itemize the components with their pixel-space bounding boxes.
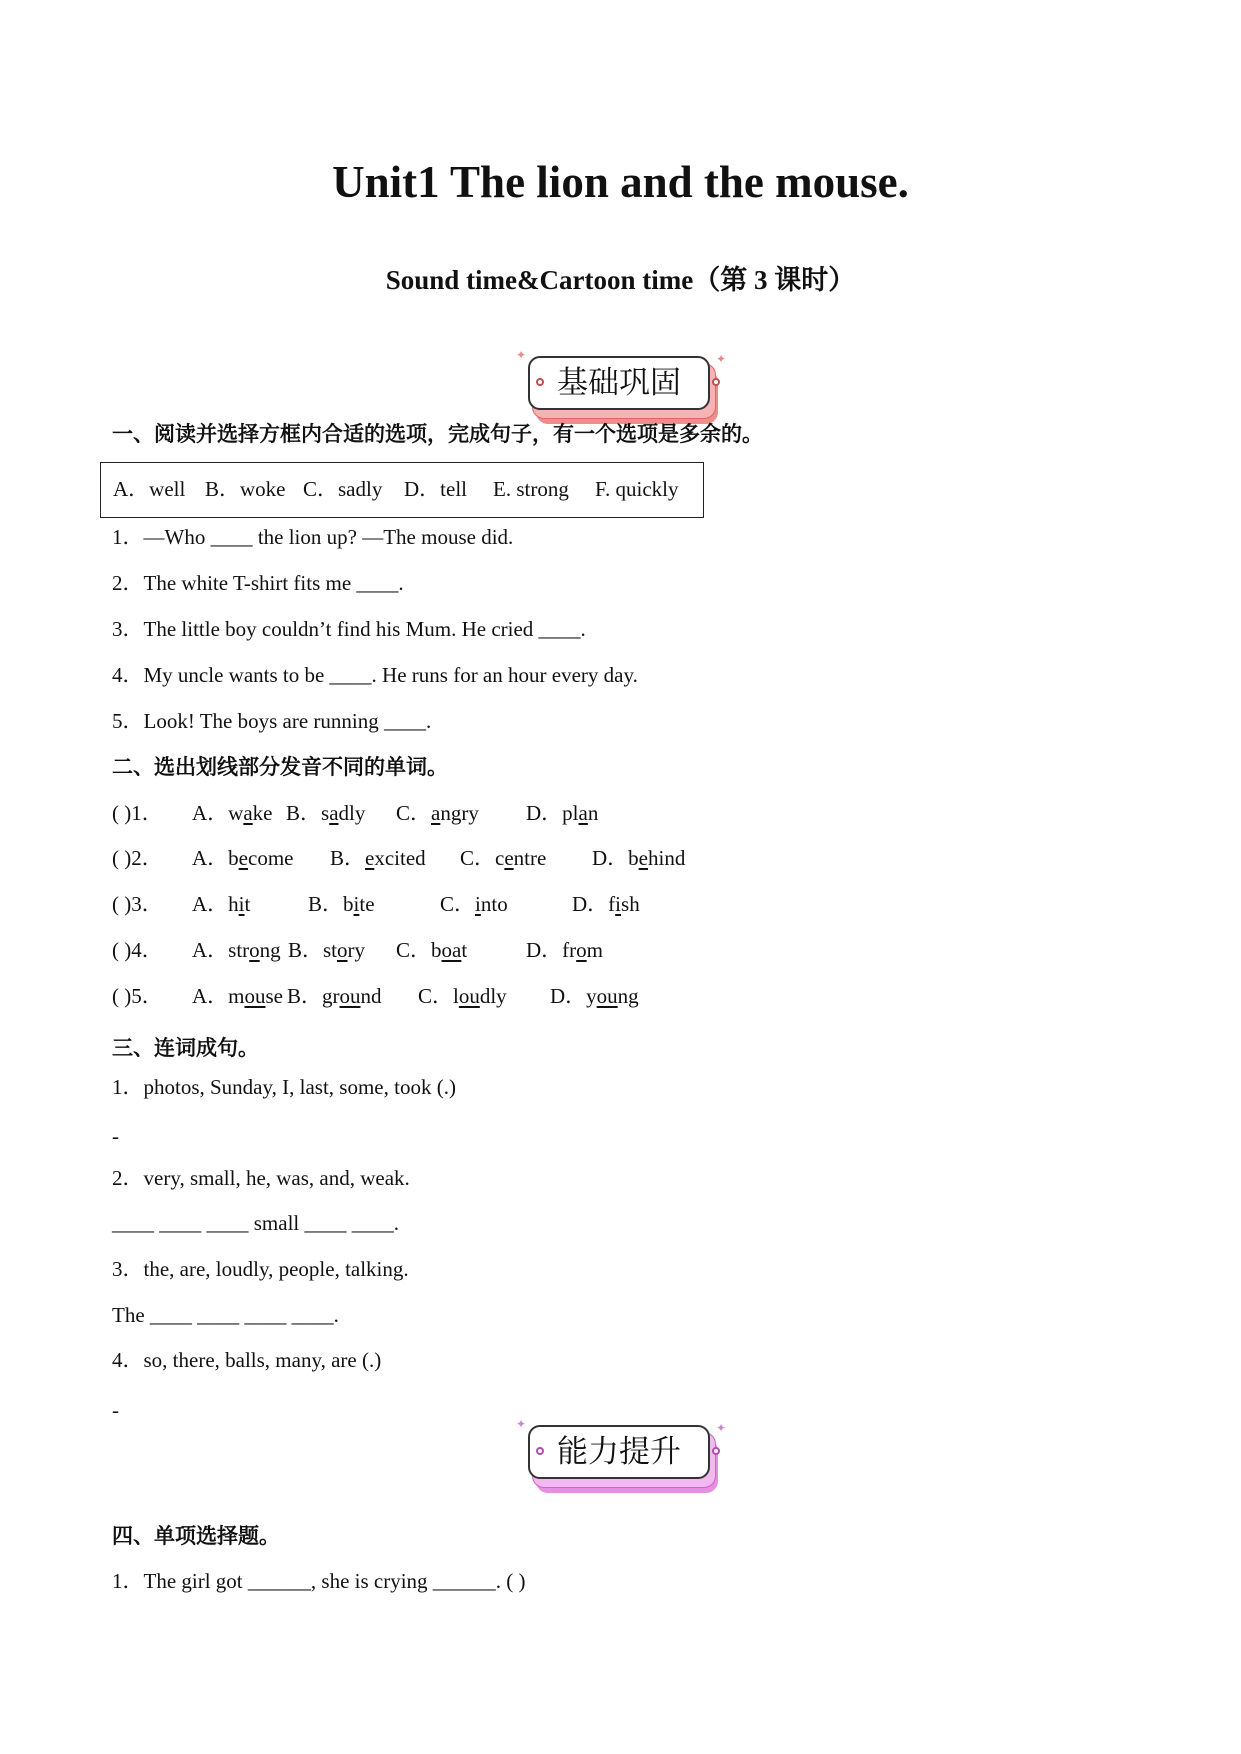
- question-1-5: 5．Look! The boys are running ____.: [112, 709, 432, 733]
- choice-a: A．hit: [192, 892, 251, 916]
- question-4-1: 1．The girl got ______, she is crying ______. ( ): [112, 1569, 526, 1593]
- row-number: ( )3．: [112, 892, 163, 916]
- choice-a: A．strong: [192, 938, 281, 962]
- answer-line: -: [112, 1398, 119, 1422]
- row-number: ( )4．: [112, 938, 163, 962]
- row-number: ( )5．: [112, 984, 163, 1008]
- choice-d: D．from: [526, 938, 603, 962]
- badge-label: 能力提升: [528, 1425, 710, 1479]
- choice-c: C．angry: [396, 801, 479, 825]
- sparkle-icon: ✦: [716, 352, 727, 366]
- choice-c: C．loudly: [418, 984, 507, 1008]
- sparkle-icon: ✦: [516, 1417, 527, 1431]
- sentence-item: 3．the, are, loudly, people, talking.: [112, 1257, 409, 1281]
- options-box: [100, 462, 704, 518]
- sentence-item: 4．so, there, balls, many, are (.): [112, 1348, 382, 1372]
- section-badge-advanced: [516, 1417, 728, 1497]
- question-1-1: 1．—Who ____ the lion up? —The mouse did.: [112, 525, 514, 549]
- choice-c: C．centre: [460, 846, 547, 870]
- row-number: ( )2．: [112, 846, 163, 870]
- choice-b: B．ground: [287, 984, 382, 1008]
- answer-line: -: [112, 1124, 119, 1148]
- choice-d: D．fish: [572, 892, 640, 916]
- sparkle-icon: ✦: [716, 1421, 727, 1435]
- option-b: B．woke: [205, 477, 286, 501]
- sentence-item: 2．very, small, he, was, and, weak.: [112, 1166, 410, 1190]
- section-1-heading: 一、阅读并选择方框内合适的选项，完成句子，有一个选项是多余的。: [112, 422, 763, 446]
- page-title: Unit1 The lion and the mouse.: [332, 157, 909, 207]
- option-c: C．sadly: [303, 477, 383, 501]
- choice-b: B．bite: [308, 892, 375, 916]
- choice-b: B．story: [288, 938, 366, 962]
- badge-label: 基础巩固: [528, 356, 710, 410]
- badge-dot-left: [536, 378, 544, 386]
- option-f: F. quickly: [595, 477, 679, 501]
- page-subtitle: Sound time&Cartoon time（第 3 课时）: [385, 265, 856, 295]
- choice-d: D．young: [550, 984, 639, 1008]
- option-e: E. strong: [493, 477, 569, 501]
- sparkle-icon: ✦: [516, 348, 527, 362]
- choice-c: C．into: [440, 892, 508, 916]
- choice-d: D．plan: [526, 801, 599, 825]
- section-3-heading: 三、连词成句。: [112, 1036, 259, 1060]
- choice-a: A．become: [192, 846, 294, 870]
- question-1-3: 3．The little boy couldn’t find his Mum. He cried ____.: [112, 617, 586, 641]
- choice-b: B．excited: [330, 846, 426, 870]
- option-a: A．well: [113, 477, 186, 501]
- question-1-2: 2．The white T-shirt fits me ____.: [112, 571, 404, 595]
- section-2-heading: 二、选出划线部分发音不同的单词。: [112, 755, 448, 779]
- section-badge-basic: [516, 348, 728, 428]
- sentence-item: 1．photos, Sunday, I, last, some, took (.): [112, 1075, 456, 1099]
- choice-b: B．sadly: [286, 801, 366, 825]
- section-4-heading: 四、单项选择题。: [112, 1524, 280, 1548]
- badge-dot-right: [712, 1447, 720, 1455]
- choice-c: C．boat: [396, 938, 468, 962]
- row-number: ( )1．: [112, 801, 163, 825]
- question-1-4: 4．My uncle wants to be ____. He runs for an hour every day.: [112, 663, 638, 687]
- option-d: D．tell: [404, 477, 467, 501]
- answer-line: ____ ____ ____ small ____ ____.: [112, 1211, 399, 1235]
- choice-a: A．wake: [192, 801, 273, 825]
- choice-d: D．behind: [592, 846, 686, 870]
- badge-dot-left: [536, 1447, 544, 1455]
- answer-line: The ____ ____ ____ ____.: [112, 1303, 339, 1327]
- choice-a: A．mouse: [192, 984, 283, 1008]
- badge-dot-right: [712, 378, 720, 386]
